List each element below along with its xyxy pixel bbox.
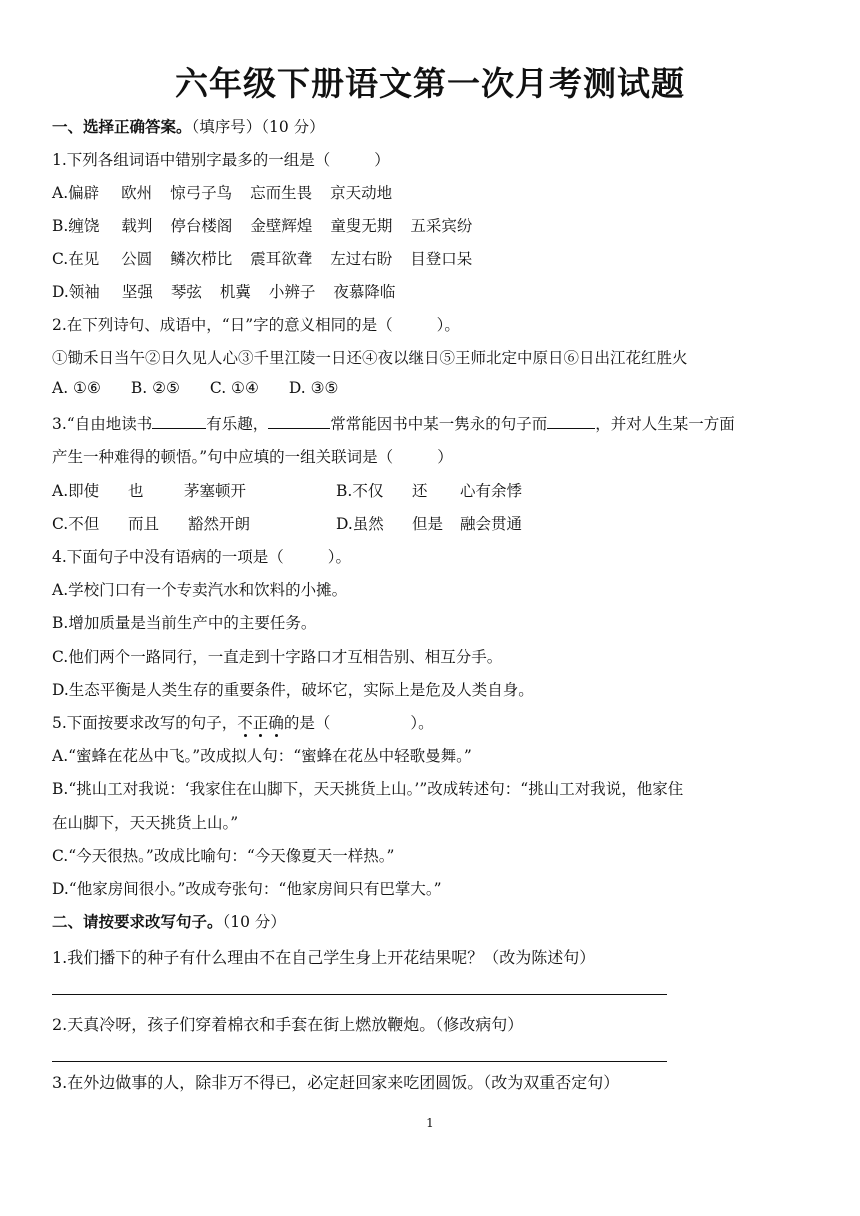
q1-b-word: 停台楼阁 <box>170 217 233 235</box>
q3-option-word: C.不但 <box>52 515 100 533</box>
q2-option: D. ③⑤ <box>288 379 339 397</box>
question-4-option-a: A.学校门口有一个专卖汽水和饮料的小摊。 <box>52 581 348 599</box>
q1-stem-text: 1.下列各组词语中错别字最多的一组是（ <box>52 151 331 169</box>
q1-b-word: 童叟无期 <box>330 217 393 235</box>
q5-close: ）。 <box>410 714 434 732</box>
q1-d-word: 夜慕降临 <box>333 283 396 301</box>
section-2-note: （10 分） <box>222 913 286 931</box>
question-2-items: ①锄禾日当午②日久见人心③千里江陵一日还④夜以继日⑤王师北定中原日⑥日出江花红胜火 <box>52 349 688 367</box>
q1-c-word: 左过右盼 <box>330 250 393 268</box>
q3-text: 产生一种难得的顿悟。”句中应填的一组关联词是（ <box>52 448 394 466</box>
question-3-options-cd <box>52 512 522 534</box>
q2-stem-text: 2.在下列诗句、成语中，“日”字的意义相同的是（ <box>52 316 393 334</box>
q3-option-word: 心有余悸 <box>460 482 523 500</box>
question-1-option-a <box>52 181 392 203</box>
q1-c-word: 公圆 <box>121 250 153 268</box>
question-5-option-b-line-1: B.“挑山工对我说：‘我家住在山脚下，天天挑货上山。’”改成转述句：“挑山工对我说，他家住 <box>52 780 684 798</box>
q2-close: ）。 <box>436 316 460 334</box>
q3-option-word: B.不仅 <box>336 482 384 500</box>
q2-option: C. ①④ <box>209 379 259 397</box>
question-1-option-d <box>52 280 395 302</box>
q2-option: B. ②⑤ <box>130 379 180 397</box>
question-5-stem <box>52 711 434 733</box>
answer-line[interactable] <box>52 994 667 995</box>
rewrite-3: 3.在外边做事的人，除非万不得已，必定赶回家来吃团圆饭。（改为双重否定句） <box>52 1073 620 1092</box>
q5-emphasis: 确 <box>268 714 284 732</box>
q1-a-word: 欧州 <box>121 184 153 202</box>
q5-emphasis: 不 <box>237 714 253 732</box>
question-4-option-c: C.他们两个一路同行，一直走到十字路口才互相告别、相互分手。 <box>52 648 503 666</box>
q1-a-word: 惊弓子鸟 <box>170 184 233 202</box>
section-1-heading <box>52 115 325 137</box>
q2-option: A. ①⑥ <box>52 379 101 397</box>
section-1-note: （填序号）（10 分） <box>191 118 325 136</box>
rewrite-2: 2.天真冷呀，孩子们穿着棉衣和手套在街上燃放鞭炮。（修改病句） <box>52 1015 524 1034</box>
q1-a-word: 京天动地 <box>330 184 393 202</box>
q5-stem-text: 的是（ <box>283 714 331 732</box>
q3-option-word: 还 <box>412 482 428 500</box>
q1-d-word: D.领袖 <box>52 283 100 301</box>
question-4-option-b: B.增加质量是当前生产中的主要任务。 <box>52 614 317 632</box>
question-2-options <box>52 379 338 397</box>
q1-d-word: 琴弦 <box>170 283 202 301</box>
q5-emphasis: 正 <box>252 714 269 732</box>
page-number: 1 <box>426 1116 434 1130</box>
q3-close: ） <box>437 448 453 466</box>
page-title: 六年级下册语文第一次月考测试题 <box>175 64 685 103</box>
question-5-option-b-line-2: 在山脚下，天天挑货上山。” <box>52 814 239 832</box>
question-3-options-ab <box>52 479 522 501</box>
q1-d-word: 机冀 <box>219 283 251 301</box>
q4-close: ）。 <box>327 548 352 566</box>
q3-option-word: D.虽然 <box>336 515 384 533</box>
q1-close: ） <box>374 151 390 169</box>
section-1-title: 一、选择正确答案。 <box>52 117 192 136</box>
q1-b-word: 五采宾纷 <box>410 217 473 235</box>
answer-line[interactable] <box>52 1061 667 1062</box>
q3-option-word: A.即使 <box>52 482 100 500</box>
q3-option-word: 融会贯通 <box>460 515 523 533</box>
question-5-option-a: A.“蜜蜂在花丛中飞。”改成拟人句：“蜜蜂在花丛中轻歌曼舞。” <box>52 747 472 765</box>
q3-text: 3.“自由地读书 <box>52 415 153 433</box>
q3-option-word: 也 <box>128 482 144 500</box>
q3-blank <box>547 414 595 429</box>
q1-b-word: B.缠饶 <box>52 217 100 235</box>
q1-c-word: C.在见 <box>52 250 100 268</box>
q5-stem-text: 5.下面按要求改写的句子， <box>52 714 238 732</box>
question-3-line-1 <box>52 412 735 434</box>
q4-stem-text: 4.下面句子中没有语病的一项是（ <box>52 548 284 566</box>
q3-option-word: 而且 <box>128 515 160 533</box>
q1-a-word: 忘而生畏 <box>250 184 313 202</box>
q3-text: ，并对人生某一方面 <box>595 415 735 433</box>
q3-text: 有乐趣， <box>206 415 269 433</box>
q1-c-word: 目登口呆 <box>410 250 473 268</box>
q3-option-word: 但是 <box>412 515 444 533</box>
q1-b-word: 载判 <box>121 217 153 235</box>
question-5-option-d: D.“他家房间很小。”改成夸张句：“他家房间只有巴掌大。” <box>52 880 442 898</box>
q1-d-word: 坚强 <box>121 283 153 301</box>
question-1-option-b <box>52 214 472 236</box>
q3-blank <box>152 414 206 429</box>
q3-option-word: 豁然开朗 <box>188 515 251 533</box>
q3-option-word: 茅塞顿开 <box>184 482 247 500</box>
q1-d-word: 小辨子 <box>268 283 316 301</box>
q3-text: 常常能因书中某一隽永的句子而 <box>330 415 548 433</box>
q1-c-word: 鳞次栉比 <box>170 250 233 268</box>
section-2-title: 二、请按要求改写句子。 <box>52 912 223 931</box>
q1-c-word: 震耳欲聋 <box>250 250 313 268</box>
q1-a-word: A.偏辟 <box>52 184 100 202</box>
rewrite-1: 1.我们播下的种子有什么理由不在自己学生身上开花结果呢？（改为陈述句） <box>52 948 596 967</box>
q3-blank <box>268 414 330 429</box>
question-3-line-2 <box>52 445 453 467</box>
question-1-option-c <box>52 247 472 269</box>
question-5-option-c: C.“今天很热。”改成比喻句：“今天像夏天一样热。” <box>52 847 395 865</box>
question-4-option-d: D.生态平衡是人类生存的重要条件，破坏它，实际上是危及人类自身。 <box>52 681 534 699</box>
question-1-stem <box>52 148 390 170</box>
section-2-heading <box>52 910 286 932</box>
question-2-stem <box>52 313 460 335</box>
q1-b-word: 金壁辉煌 <box>250 217 313 235</box>
question-4-stem <box>52 545 351 567</box>
